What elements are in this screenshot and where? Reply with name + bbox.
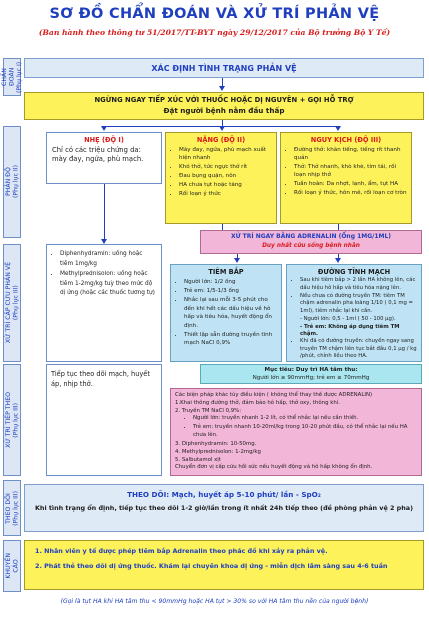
monitor-box <box>24 484 424 532</box>
intravenous-box <box>286 264 422 362</box>
followup-item: 2. Truyền TM NaCl 0,9%: <box>175 407 242 414</box>
grade-critical-item: • Rối loạn ý thức, hôn mê, rối loạn cơ tròn <box>294 189 407 197</box>
emergency-mild-item: • Diphenhydramin: uống hoặc tiêm 1mg/kg <box>60 250 157 269</box>
page-subtitle: (Ban hành theo thông tư 51/2017/TT-BYT ngày 29/12/2017 của Bộ trưởng Bộ Y Tế) <box>38 28 391 37</box>
intravenous-item: • Nếu chưa có đường truyền TM: tiêm TM chậm adrenalin pha loãng 1/10 ( 0,1 mg = 1ml), tiêm nhắc lại khi cần. <box>300 293 417 315</box>
followup-subitem: • Trẻ em: truyền nhanh 10-20ml/kg trong 10-20 phút đầu, có thể nhắc lại nếu HA chưa lên. <box>193 424 417 440</box>
arrow-down-icon <box>219 86 225 91</box>
followup-subitem: • Người lớn: truyền nhanh 1-2 lít, có thể nhắc lại nếu cần thiết. <box>193 415 417 423</box>
grade-critical-item: • Thở: Thở nhanh, khò khè, tím tái, rối loạn nhịp thở <box>294 163 407 179</box>
step-identify: XÁC ĐỊNH TÌNH TRẠNG PHẢN VỆ <box>24 58 424 78</box>
grade-critical-box <box>280 132 412 224</box>
recommend-item: 2. Phát thẻ theo dõi dị ứng thuốc. Khám lại chuyên khoa dị ứng - miễn dịch lâm sàng sau 4-6 tuần <box>35 561 388 570</box>
emergency-mild-box <box>46 244 162 362</box>
grade-severe-item: • Đau bụng quặn, nôn <box>179 172 272 180</box>
connector-line <box>104 184 105 240</box>
recommend-box <box>24 540 424 590</box>
sidebar-label-text: CHẨN ĐOÁN (Phụ lục I) <box>0 61 23 93</box>
intramuscular-item: • Trẻ em: 1/5-1/3 ống <box>184 287 277 295</box>
intramuscular-item: • Người lớn: 1/2 ống <box>184 278 277 286</box>
intravenous-child-dose: - Trẻ em: Không áp dụng tiêm TM chậm. <box>300 323 400 338</box>
followup-item: 3. Diphenhydramin: 10-50mg. <box>175 440 257 447</box>
grade-severe-item: • Mày đay, ngứa, phù mạch xuất hiện nhanh <box>179 146 272 162</box>
intravenous-adult-dose: - Người lớn: 0,5 - 1ml ( 50 - 100 µg). <box>300 316 396 323</box>
monitor-line2: Khi tình trạng ổn định, tiếp tục theo dõi 1-2 giờ/lần trong ít nhất 24h tiếp theo (đề phòng phản vệ 2 pha) <box>34 504 414 513</box>
arrow-down-icon <box>234 258 240 263</box>
followup-item: Chuyển đơn vị cấp cứu hồi sức nếu huyết động và hô hấp không ổn định. <box>175 464 373 471</box>
grade-critical-item: • Đường thở: khàn tiếng, tiếng rít thanh quản <box>294 146 407 162</box>
sidebar-label-text: PHÂN ĐỘ (Phụ lục II) <box>4 165 19 199</box>
emergency-mild-item: • Methylprednisolon: uống hoặc tiêm 1-2mg/kg tuỳ theo mức độ dị ứng (hoặc các thuốc tương tự) <box>60 270 157 299</box>
intravenous-title: ĐƯỜNG TĨNH MẠCH <box>317 268 391 276</box>
target-bp-box <box>200 364 422 384</box>
grade-critical-item: • Tuần hoàn: Da nhợt, lạnh, ẩm, tụt HA <box>294 180 407 188</box>
sidebar-label-text: THEO DÕI (Phụ lục III) <box>4 490 19 526</box>
grade-severe-item: • Rối loạn ý thức <box>179 190 272 198</box>
followup-item: 4. Methylprednisolon: 1-2mg/kg <box>175 448 261 455</box>
sidebar-label-text: XỬ TRÍ CẤP CỨU PHẢN VỆ (Phụ lục III) <box>4 262 19 344</box>
intravenous-item: • Khi đã có đường truyền: chuyền ngay sang truyền TM chậm liên tục bắt đầu 0,1 µg / kg /phút, chỉnh liều theo HA. <box>300 338 417 360</box>
grade-severe-title: NẶNG (ĐỘ II) <box>196 136 246 144</box>
grade-mild-text: Chỉ có các triệu chứng da: mày đay, ngứa, phù mạch. <box>52 145 144 164</box>
grade-mild-title: NHẸ (ĐỘ I) <box>84 136 124 144</box>
arrow-down-icon <box>335 126 341 131</box>
followup-other-title: Các biện pháp khác tùy điều kiện ( không thể thay thế được ADRENALIN) <box>175 392 373 398</box>
target-bp-line2: Người lớn ≥ 90mmHg; trẻ em ≥ 70mmHg <box>252 375 370 382</box>
sidebar-label-followup <box>3 364 21 476</box>
grade-severe-item: • HA chưa tụt hoặc tăng <box>179 181 272 189</box>
intramuscular-item: • Nhắc lại sau mỗi 3-5 phút cho đến khi hết các dấu hiệu về hô hấp và tiêu hóa, huyết động ổn định. <box>184 296 277 330</box>
followup-item: 5. Salbutamol xịt <box>175 456 221 463</box>
intravenous-item: • Sau khi tiêm bắp > 2 lần HA không lên, các dấu hiệu hô hấp và tiêu hóa nặng lên. <box>300 277 417 292</box>
arrow-down-icon <box>101 126 107 131</box>
grade-severe-box <box>165 132 277 224</box>
footnote: (Gọi là tụt HA khi HA tâm thu < 90mmHg hoặc HA tụt > 30% so với HA tâm thu nền của người bệnh) <box>60 598 369 605</box>
connector-line <box>222 224 223 230</box>
followup-other-measures-box <box>170 388 422 476</box>
intramuscular-item: • Thiết lập sẵn đường truyền tĩnh mạch NaCl 0,9% <box>184 331 277 348</box>
sidebar-label-diagnosis <box>0 58 23 96</box>
page-title: SƠ ĐỒ CHẨN ĐOÁN VÀ XỬ TRÍ PHẢN VỆ <box>49 6 380 22</box>
grade-critical-title: NGUY KỊCH (ĐỘ III) <box>310 136 382 144</box>
connector-line <box>338 224 339 230</box>
step-stop-exposure-line1: NGỪNG NGAY TIẾP XÚC VỚI THUỐC HOẶC DỊ NGUYÊN + GỌI HỖ TRỢ <box>94 96 354 104</box>
recommend-item: 1. Nhân viên y tế được phép tiêm bắp Adrenalin theo phác đồ khi xảy ra phản vệ. <box>35 547 328 555</box>
sidebar-label-text: KHUYẾN CÁO <box>4 553 19 579</box>
sidebar-label-recommend <box>3 540 21 592</box>
monitor-line1: THEO DÕI: Mạch, huyết áp 5-10 phút/ lần - SpO₂ <box>127 490 321 499</box>
intramuscular-title: TIÊM BẮP <box>208 268 244 276</box>
sidebar-label-grading <box>3 126 21 238</box>
grade-mild-box <box>46 132 162 184</box>
followup-item: 1.Khai thông đường thở, đảm bảo hô hấp, thở oxy, thông khí. <box>175 399 340 406</box>
target-bp-line1: Mục tiêu: Duy trì HA tâm thu: <box>264 367 358 373</box>
sidebar-label-text: XỬ TRÍ TIẾP THEO (Phụ lục III) <box>4 392 19 448</box>
intramuscular-box <box>170 264 282 362</box>
adrenalin-banner-title: XỬ TRÍ NGAY BẰNG ADRENALIN (Ống 1MG/1ML) <box>230 233 392 240</box>
adrenalin-banner <box>200 230 422 254</box>
step-stop-exposure-line2: Đặt người bệnh nằm đầu thấp <box>163 105 285 115</box>
arrow-down-icon <box>219 126 225 131</box>
sidebar-label-monitor <box>3 480 21 536</box>
grade-severe-item: • Khó thở, tức ngực thở rít <box>179 163 272 171</box>
arrow-down-icon <box>335 258 341 263</box>
sidebar-label-emergency <box>3 244 21 362</box>
step-stop-exposure <box>24 92 424 120</box>
followup-mild-box: Tiếp tục theo dõi mạch, huyết áp, nhịp thở. <box>46 364 162 476</box>
adrenalin-banner-note: Duy nhất cứu sống bệnh nhân <box>262 242 360 249</box>
